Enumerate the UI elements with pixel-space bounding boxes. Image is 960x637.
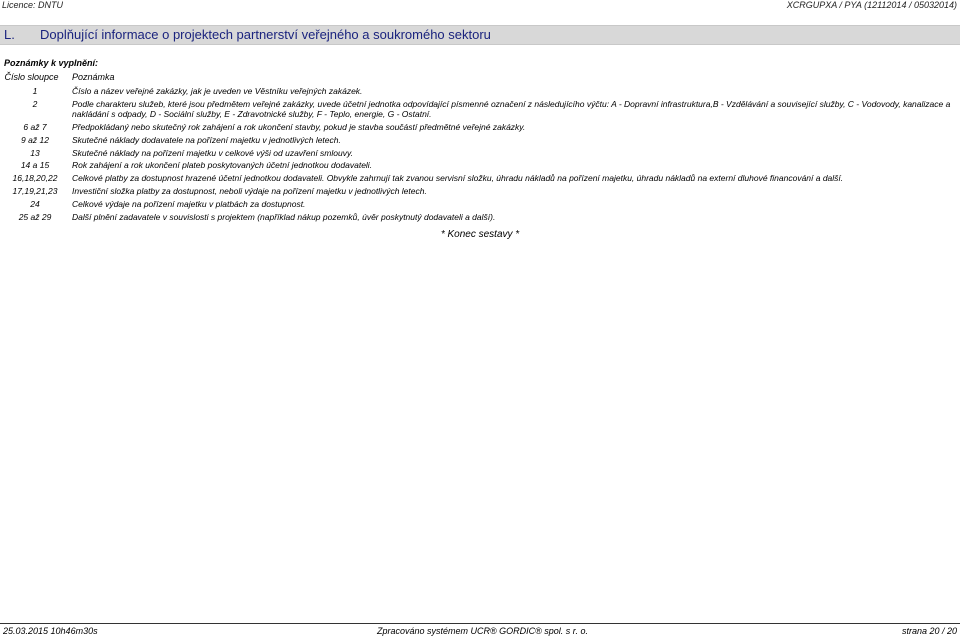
- section-header: [0, 25, 960, 45]
- note-row: [0, 173, 960, 184]
- note-row: [0, 148, 960, 159]
- note-text: Investiční složka platby za dostupnost, neboli výdaje na pořízení majetku v jednotlivých letech.: [72, 186, 427, 197]
- note-text: Skutečné náklady na pořízení majetku v celkové výši od uzavření smlouvy.: [72, 147, 353, 158]
- note-text: Celkové výdaje na pořízení majetku v platbách za dostupnost.: [72, 198, 306, 209]
- note-text: Skutečné náklady dodavatele na pořízení majetku v jednotlivých letech.: [72, 134, 341, 145]
- note-number: 13: [30, 147, 40, 158]
- note-text: Podle charakteru služeb, které jsou předmětem veřejné zakázky, uvede účetní jednotka odpovídající písmenné označení z následujícího výčtu: A - Dopravní infrastruktura,B - Vzdělávání a související služby, C - Vodovody, kanalizace a nakládání s odpady, D - Sociální služby, E - Zdravotnické služby, F - Teplo, energie, G - Ostatní.: [72, 98, 951, 120]
- licence-label: Licence: DNTU: [2, 0, 64, 10]
- note-number: 6 až 7: [23, 122, 47, 133]
- section-title: Doplňující informace o projektech partnerství veřejného a soukromého sektoru: [40, 27, 491, 42]
- note-row: [0, 199, 960, 210]
- note-number: 16,18,20,22: [12, 173, 58, 184]
- note-number: 17,19,21,23: [12, 186, 58, 197]
- footer-processed-by: Zpracováno systémem UCR® GORDIC® spol. s r. o.: [377, 626, 588, 636]
- note-text: Rok zahájení a rok ukončení plateb poskytovaných účetní jednotkou dodavateli.: [72, 160, 373, 171]
- note-text: Číslo a název veřejné zakázky, jak je uveden ve Věstníku veřejných zakázek.: [72, 86, 363, 96]
- note-row: [0, 212, 960, 223]
- notes-list: [0, 86, 960, 224]
- note-number: 25 až 29: [18, 211, 52, 222]
- note-text: Celkové platby za dostupnost hrazené účetní jednotkou dodavateli. Obvykle zahrnují tak zvanou servisní složku, úhradu nákladů na pořízení majetku, úhradu nákladů na externí dluhové financování a další.: [72, 173, 844, 184]
- footer-page-number: strana 20 / 20: [901, 626, 957, 636]
- top-header-bar: [0, 0, 960, 11]
- footer-divider: [0, 623, 960, 624]
- note-number: 2: [32, 98, 38, 109]
- note-row: [0, 160, 960, 171]
- column-header-note: Poznámka: [72, 72, 115, 82]
- note-row: [0, 135, 960, 146]
- note-number: 9 až 12: [21, 134, 49, 145]
- note-text: Další plnění zadavatele v souvislosti s projektem (například nákup pozemků, úvěr poskytnutý dodavateli a další).: [72, 211, 496, 222]
- note-text: Předpokládaný nebo skutečný rok zahájení a rok ukončení stavby, pokud je stavba součástí předmětné veřejné zakázky.: [72, 122, 526, 133]
- column-header-number: Číslo sloupce: [4, 72, 59, 82]
- note-row: [0, 86, 960, 97]
- section-letter: L.: [4, 27, 15, 42]
- note-number: 24: [30, 198, 40, 209]
- note-row: [0, 99, 960, 120]
- note-row: [0, 186, 960, 197]
- end-of-report: * Konec sestavy *: [440, 229, 520, 240]
- note-number: 14 a 15: [20, 160, 50, 171]
- notes-heading: Poznámky k vyplnění:: [4, 58, 99, 68]
- report-code: XCRGUPXA / PYA (12112014 / 05032014): [786, 0, 957, 10]
- note-row: [0, 122, 960, 133]
- footer-datetime: 25.03.2015 10h46m30s: [3, 626, 98, 636]
- note-number: 1: [32, 86, 38, 96]
